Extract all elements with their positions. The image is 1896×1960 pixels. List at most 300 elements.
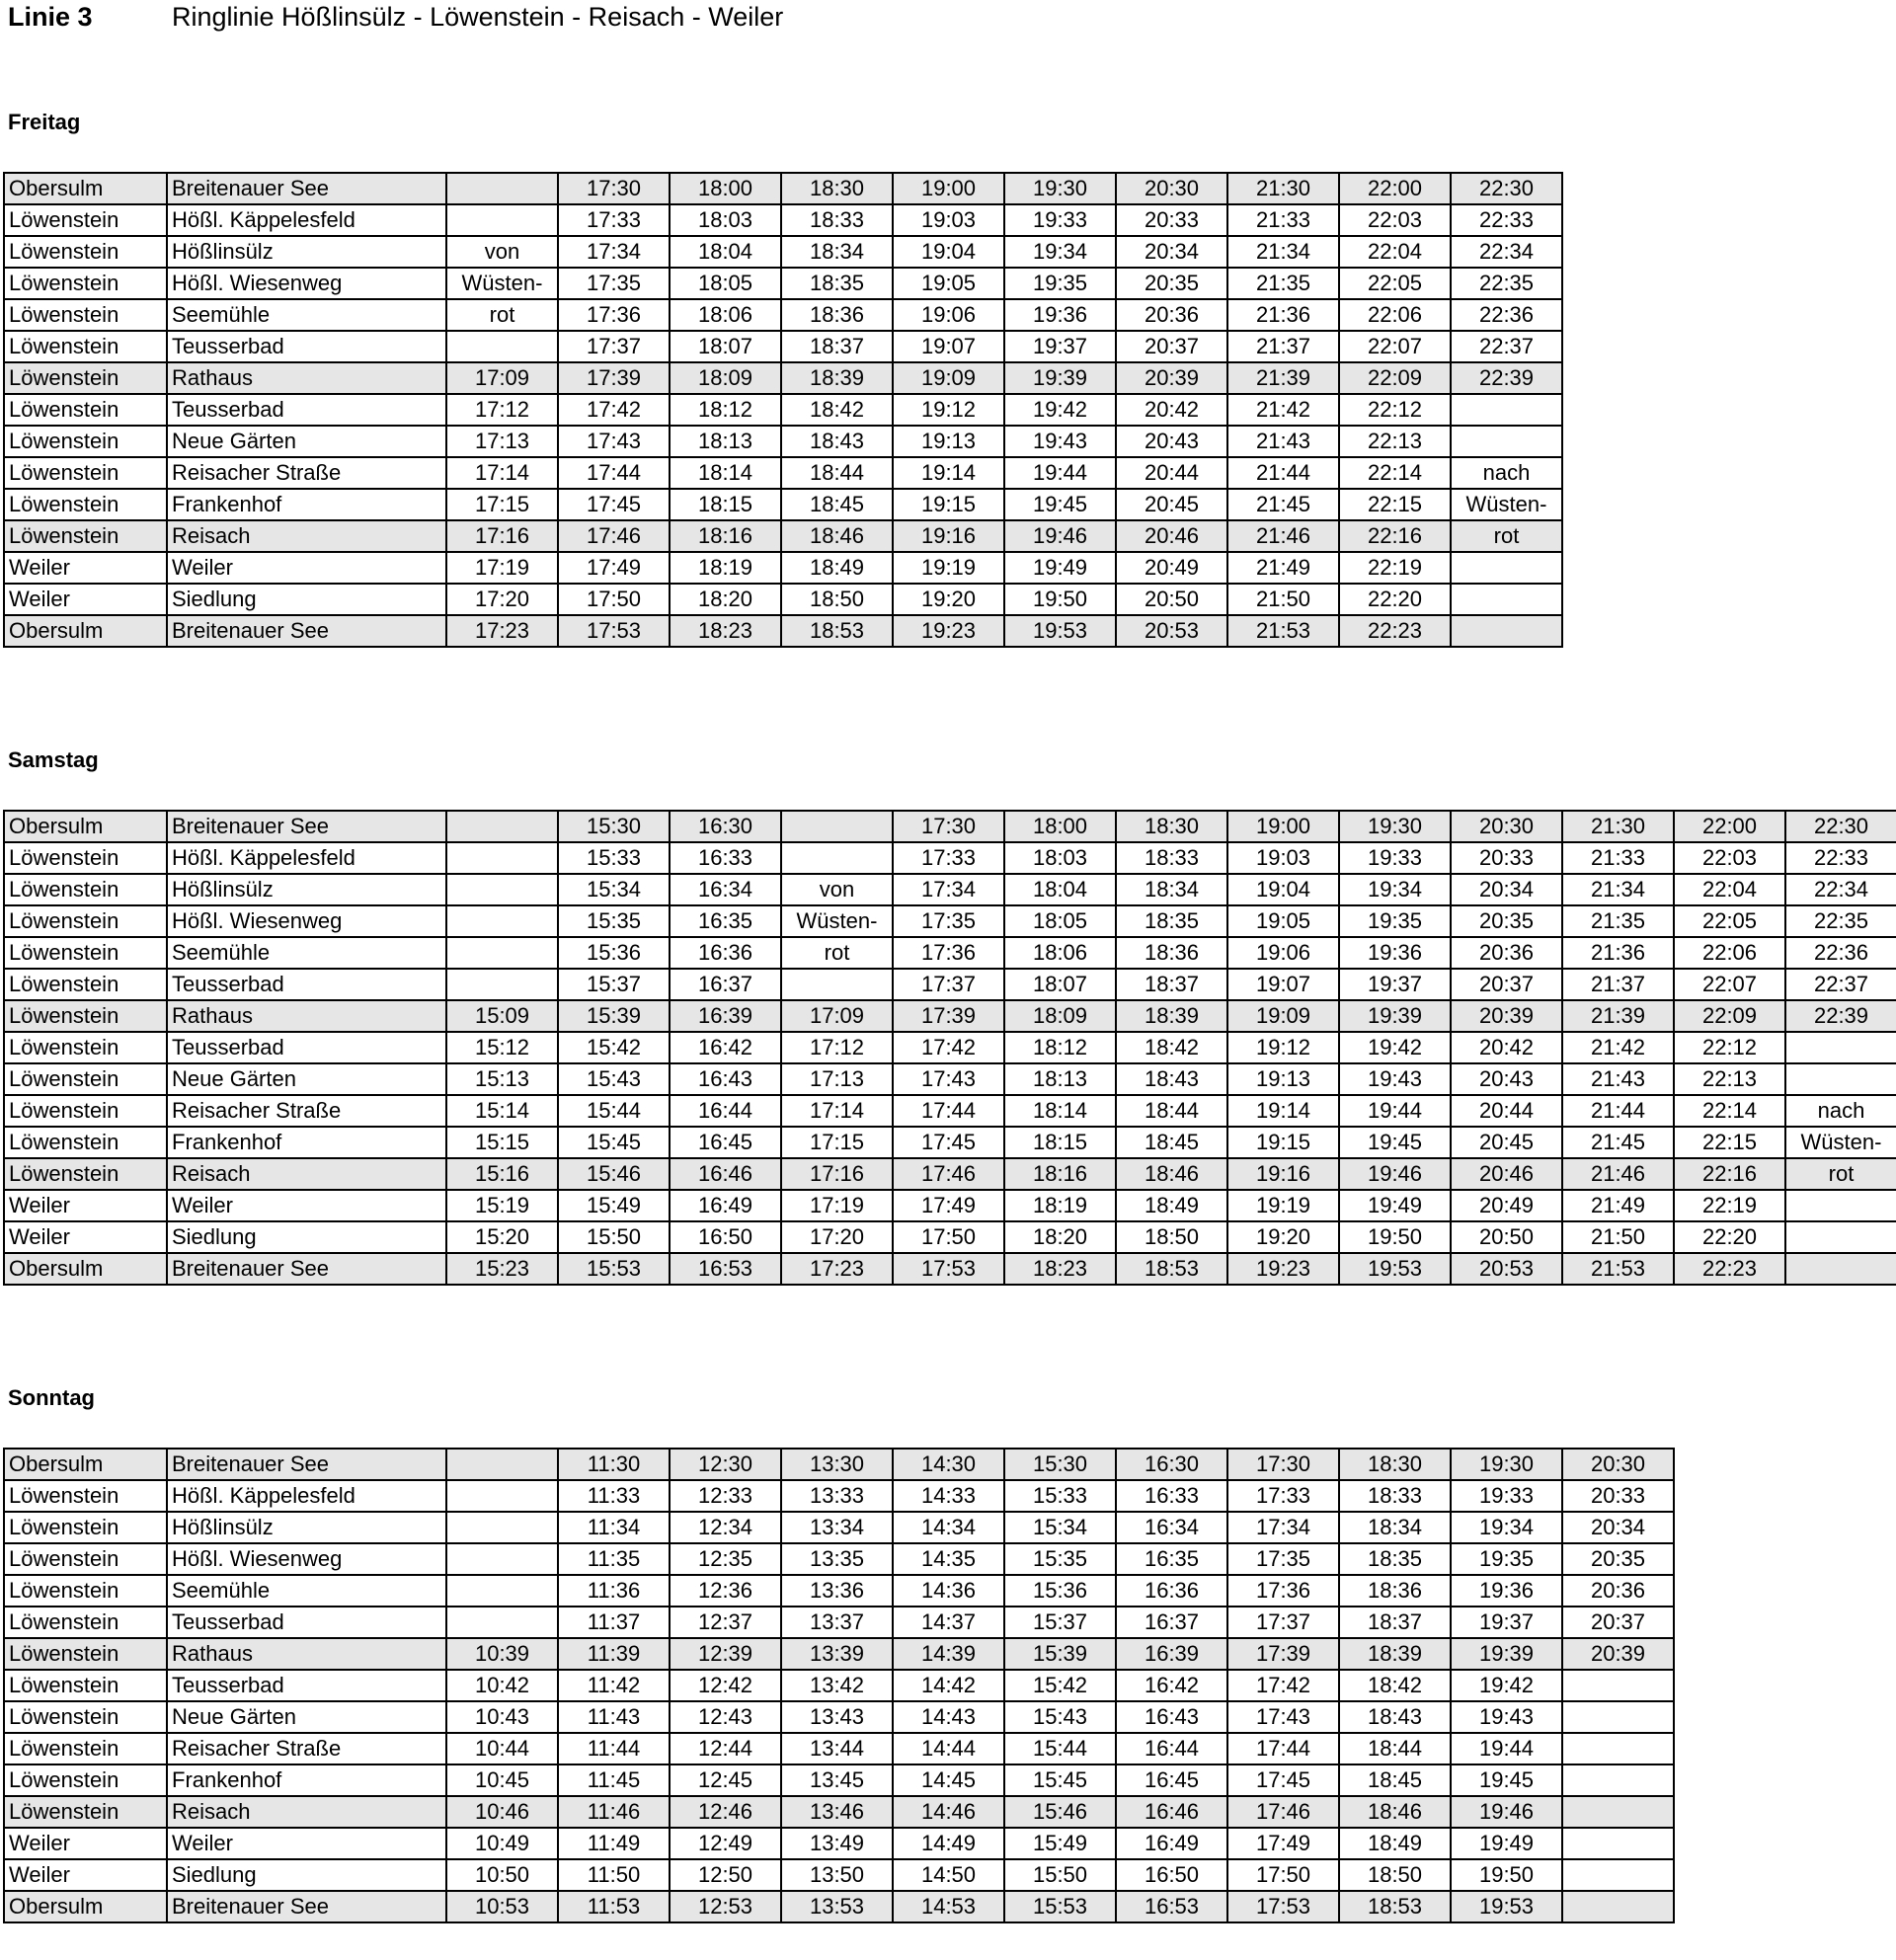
time-cell: [446, 842, 558, 874]
time-cell: 19:34: [1451, 1512, 1562, 1543]
time-cell: 22:33: [1451, 204, 1562, 236]
stop-cell: Reisach: [167, 1796, 446, 1828]
time-cell: 19:23: [1227, 1253, 1339, 1285]
time-cell: [1562, 1670, 1674, 1701]
time-cell: 19:30: [1451, 1449, 1562, 1480]
time-cell: 22:19: [1339, 552, 1451, 584]
time-cell: 14:43: [893, 1701, 1004, 1733]
time-cell: 18:45: [1339, 1764, 1451, 1796]
time-cell: 20:46: [1116, 520, 1227, 552]
time-cell: 17:53: [1227, 1891, 1339, 1922]
time-cell: 18:00: [670, 173, 781, 204]
time-cell: 12:39: [670, 1638, 781, 1670]
time-cell: 19:34: [1339, 874, 1451, 905]
time-cell: 17:13: [446, 426, 558, 457]
stop-cell: Hößlinsülz: [167, 1512, 446, 1543]
stop-cell: Seemühle: [167, 1575, 446, 1607]
time-cell: 14:44: [893, 1733, 1004, 1764]
time-cell: 21:45: [1562, 1127, 1674, 1158]
time-cell: 17:35: [893, 905, 1004, 937]
time-cell: 17:35: [1227, 1543, 1339, 1575]
time-cell: 13:44: [781, 1733, 893, 1764]
table-row: [4, 173, 1562, 204]
time-cell: 19:00: [1227, 811, 1339, 842]
time-cell: 10:46: [446, 1796, 558, 1828]
place-cell: Löwenstein: [4, 331, 167, 362]
time-cell: 17:46: [558, 520, 670, 552]
time-cell: 17:23: [781, 1253, 893, 1285]
place-cell: Weiler: [4, 584, 167, 615]
time-cell: 20:33: [1562, 1480, 1674, 1512]
time-cell: 18:15: [1004, 1127, 1116, 1158]
time-cell: 11:53: [558, 1891, 670, 1922]
table-row: [4, 457, 1562, 489]
time-cell: 22:30: [1451, 173, 1562, 204]
time-cell: [781, 811, 893, 842]
stop-cell: Teusserbad: [167, 1670, 446, 1701]
time-cell: 19:53: [1004, 615, 1116, 647]
time-cell: 19:23: [893, 615, 1004, 647]
table-row: [4, 331, 1562, 362]
time-cell: 20:36: [1451, 937, 1562, 969]
time-cell: 20:36: [1116, 299, 1227, 331]
time-cell: [446, 811, 558, 842]
time-cell: 18:05: [670, 268, 781, 299]
time-cell: 21:30: [1562, 811, 1674, 842]
time-cell: 17:33: [558, 204, 670, 236]
day-heading-samstag: Samstag: [8, 747, 99, 772]
place-cell: Löwenstein: [4, 426, 167, 457]
time-cell: 13:39: [781, 1638, 893, 1670]
time-cell: 20:33: [1116, 204, 1227, 236]
time-cell: 17:49: [1227, 1828, 1339, 1859]
time-cell: 13:34: [781, 1512, 893, 1543]
table-row: [4, 268, 1562, 299]
time-cell: 22:09: [1674, 1000, 1785, 1032]
time-cell: 20:34: [1116, 236, 1227, 268]
table-row: [4, 1764, 1674, 1796]
stop-cell: Weiler: [167, 1190, 446, 1221]
place-cell: Löwenstein: [4, 1607, 167, 1638]
time-cell: rot: [446, 299, 558, 331]
time-cell: 22:34: [1451, 236, 1562, 268]
time-cell: 19:39: [1451, 1638, 1562, 1670]
time-cell: 18:43: [1116, 1063, 1227, 1095]
time-cell: 21:43: [1227, 426, 1339, 457]
time-cell: 13:33: [781, 1480, 893, 1512]
time-cell: 22:09: [1339, 362, 1451, 394]
time-cell: 18:20: [1004, 1221, 1116, 1253]
place-cell: Löwenstein: [4, 1063, 167, 1095]
stop-cell: Frankenhof: [167, 1764, 446, 1796]
time-cell: 18:19: [1004, 1190, 1116, 1221]
time-cell: 14:45: [893, 1764, 1004, 1796]
time-cell: [781, 842, 893, 874]
timetable-samstag: [3, 810, 1896, 1286]
time-cell: 10:45: [446, 1764, 558, 1796]
time-cell: 18:42: [1116, 1032, 1227, 1063]
time-cell: [446, 331, 558, 362]
time-cell: 19:35: [1451, 1543, 1562, 1575]
time-cell: 18:33: [1339, 1480, 1451, 1512]
time-cell: 21:46: [1227, 520, 1339, 552]
time-cell: 15:53: [1004, 1891, 1116, 1922]
time-cell: 15:50: [558, 1221, 670, 1253]
time-cell: 22:06: [1339, 299, 1451, 331]
time-cell: 15:33: [558, 842, 670, 874]
stop-cell: Breitenauer See: [167, 811, 446, 842]
time-cell: 22:06: [1674, 937, 1785, 969]
time-cell: 22:14: [1339, 457, 1451, 489]
time-cell: 19:30: [1004, 173, 1116, 204]
time-cell: 19:00: [893, 173, 1004, 204]
time-cell: 14:46: [893, 1796, 1004, 1828]
place-cell: Obersulm: [4, 811, 167, 842]
time-cell: 15:36: [558, 937, 670, 969]
time-cell: 20:50: [1451, 1221, 1562, 1253]
time-cell: 15:46: [1004, 1796, 1116, 1828]
time-cell: 11:33: [558, 1480, 670, 1512]
stop-cell: Hößlinsülz: [167, 874, 446, 905]
time-cell: 19:53: [1451, 1891, 1562, 1922]
time-cell: 20:45: [1451, 1127, 1562, 1158]
time-cell: 17:42: [1227, 1670, 1339, 1701]
time-cell: 16:37: [1116, 1607, 1227, 1638]
time-cell: 14:33: [893, 1480, 1004, 1512]
time-cell: 12:35: [670, 1543, 781, 1575]
table-row: [4, 1127, 1896, 1158]
time-cell: 19:04: [1227, 874, 1339, 905]
time-cell: 19:37: [1004, 331, 1116, 362]
time-cell: 19:49: [1004, 552, 1116, 584]
time-cell: 19:42: [1451, 1670, 1562, 1701]
time-cell: 16:45: [670, 1127, 781, 1158]
time-cell: 20:37: [1562, 1607, 1674, 1638]
timetable-sonntag: [3, 1448, 1675, 1923]
time-cell: 15:45: [1004, 1764, 1116, 1796]
time-cell: 19:36: [1339, 937, 1451, 969]
time-cell: 16:44: [1116, 1733, 1227, 1764]
place-cell: Löwenstein: [4, 1638, 167, 1670]
time-cell: 19:04: [893, 236, 1004, 268]
place-cell: Löwenstein: [4, 1127, 167, 1158]
time-cell: 21:39: [1227, 362, 1339, 394]
time-cell: 15:12: [446, 1032, 558, 1063]
time-cell: 13:46: [781, 1796, 893, 1828]
stop-cell: Hößlinsülz: [167, 236, 446, 268]
time-cell: 18:44: [1116, 1095, 1227, 1127]
place-cell: Obersulm: [4, 1891, 167, 1922]
time-cell: 17:19: [446, 552, 558, 584]
time-cell: 11:34: [558, 1512, 670, 1543]
time-cell: 18:05: [1004, 905, 1116, 937]
time-cell: 19:37: [1339, 969, 1451, 1000]
time-cell: 18:13: [670, 426, 781, 457]
time-cell: 18:04: [1004, 874, 1116, 905]
stop-cell: Neue Gärten: [167, 426, 446, 457]
time-cell: 19:12: [1227, 1032, 1339, 1063]
time-cell: 20:50: [1116, 584, 1227, 615]
table-row: [4, 1796, 1674, 1828]
time-cell: 16:42: [1116, 1670, 1227, 1701]
time-cell: 21:46: [1562, 1158, 1674, 1190]
time-cell: 16:53: [670, 1253, 781, 1285]
time-cell: 17:42: [558, 394, 670, 426]
time-cell: 17:30: [893, 811, 1004, 842]
time-cell: [1562, 1859, 1674, 1891]
time-cell: 19:43: [1004, 426, 1116, 457]
time-cell: 18:14: [1004, 1095, 1116, 1127]
time-cell: 15:44: [558, 1095, 670, 1127]
time-cell: 18:36: [1339, 1575, 1451, 1607]
time-cell: 10:49: [446, 1828, 558, 1859]
time-cell: 19:09: [1227, 1000, 1339, 1032]
time-cell: 16:53: [1116, 1891, 1227, 1922]
time-cell: 19:43: [1451, 1701, 1562, 1733]
place-cell: Löwenstein: [4, 394, 167, 426]
time-cell: 18:12: [670, 394, 781, 426]
time-cell: Wüsten-: [781, 905, 893, 937]
time-cell: 18:53: [1116, 1253, 1227, 1285]
time-cell: 21:36: [1227, 299, 1339, 331]
time-cell: 18:46: [1339, 1796, 1451, 1828]
stop-cell: Siedlung: [167, 1221, 446, 1253]
stop-cell: Hößl. Wiesenweg: [167, 905, 446, 937]
time-cell: 15:19: [446, 1190, 558, 1221]
table-row: [4, 204, 1562, 236]
time-cell: 15:43: [558, 1063, 670, 1095]
time-cell: 18:39: [1116, 1000, 1227, 1032]
time-cell: 11:50: [558, 1859, 670, 1891]
time-cell: 22:15: [1674, 1127, 1785, 1158]
time-cell: 18:20: [670, 584, 781, 615]
stop-cell: Breitenauer See: [167, 1891, 446, 1922]
time-cell: 22:04: [1674, 874, 1785, 905]
time-cell: 17:39: [558, 362, 670, 394]
table-row: [4, 811, 1896, 842]
time-cell: 18:30: [1116, 811, 1227, 842]
time-cell: 15:34: [558, 874, 670, 905]
table-row: [4, 520, 1562, 552]
time-cell: 20:45: [1116, 489, 1227, 520]
time-cell: [1562, 1733, 1674, 1764]
time-cell: 17:37: [1227, 1607, 1339, 1638]
time-cell: [446, 1607, 558, 1638]
time-cell: 17:50: [893, 1221, 1004, 1253]
time-cell: 18:07: [1004, 969, 1116, 1000]
time-cell: 18:35: [1116, 905, 1227, 937]
table-row: [4, 1670, 1674, 1701]
time-cell: 15:49: [1004, 1828, 1116, 1859]
time-cell: 22:39: [1785, 1000, 1896, 1032]
time-cell: 16:36: [670, 937, 781, 969]
stop-cell: Hößl. Käppelesfeld: [167, 842, 446, 874]
time-cell: 15:30: [558, 811, 670, 842]
time-cell: 20:42: [1116, 394, 1227, 426]
time-cell: 17:34: [1227, 1512, 1339, 1543]
place-cell: Weiler: [4, 1221, 167, 1253]
place-cell: Löwenstein: [4, 969, 167, 1000]
time-cell: 19:30: [1339, 811, 1451, 842]
time-cell: 18:42: [781, 394, 893, 426]
time-cell: 18:13: [1004, 1063, 1116, 1095]
time-cell: 20:53: [1116, 615, 1227, 647]
time-cell: 12:33: [670, 1480, 781, 1512]
time-cell: 13:30: [781, 1449, 893, 1480]
time-cell: 18:35: [1339, 1543, 1451, 1575]
stop-cell: Hößl. Wiesenweg: [167, 1543, 446, 1575]
time-cell: 20:37: [1451, 969, 1562, 1000]
table-row: [4, 1000, 1896, 1032]
time-cell: 21:42: [1227, 394, 1339, 426]
time-cell: 11:46: [558, 1796, 670, 1828]
time-cell: 16:35: [1116, 1543, 1227, 1575]
time-cell: 15:36: [1004, 1575, 1116, 1607]
time-cell: [446, 905, 558, 937]
time-cell: 16:33: [670, 842, 781, 874]
time-cell: [446, 1543, 558, 1575]
time-cell: 15:53: [558, 1253, 670, 1285]
table-row: [4, 1859, 1674, 1891]
time-cell: 14:39: [893, 1638, 1004, 1670]
time-cell: 17:44: [893, 1095, 1004, 1127]
time-cell: 17:49: [893, 1190, 1004, 1221]
table-row: [4, 1701, 1674, 1733]
stop-cell: Teusserbad: [167, 969, 446, 1000]
time-cell: 15:45: [558, 1127, 670, 1158]
time-cell: 17:19: [781, 1190, 893, 1221]
stop-cell: Reisach: [167, 1158, 446, 1190]
time-cell: 14:50: [893, 1859, 1004, 1891]
time-cell: 21:35: [1562, 905, 1674, 937]
time-cell: [446, 1449, 558, 1480]
time-cell: 18:34: [781, 236, 893, 268]
time-cell: [1785, 1253, 1896, 1285]
time-cell: 14:34: [893, 1512, 1004, 1543]
time-cell: 19:36: [1004, 299, 1116, 331]
time-cell: 16:49: [670, 1190, 781, 1221]
time-cell: 17:37: [558, 331, 670, 362]
place-cell: Löwenstein: [4, 1764, 167, 1796]
time-cell: 17:45: [893, 1127, 1004, 1158]
time-cell: 20:33: [1451, 842, 1562, 874]
table-row: [4, 584, 1562, 615]
time-cell: 11:35: [558, 1543, 670, 1575]
time-cell: 19:46: [1004, 520, 1116, 552]
time-cell: 21:43: [1562, 1063, 1674, 1095]
table-row: [4, 1032, 1896, 1063]
time-cell: 14:37: [893, 1607, 1004, 1638]
time-cell: 19:16: [1227, 1158, 1339, 1190]
stop-cell: Frankenhof: [167, 489, 446, 520]
time-cell: 17:16: [781, 1158, 893, 1190]
time-cell: 17:44: [1227, 1733, 1339, 1764]
time-cell: 17:15: [446, 489, 558, 520]
time-cell: 16:35: [670, 905, 781, 937]
time-cell: 22:39: [1451, 362, 1562, 394]
time-cell: 18:16: [670, 520, 781, 552]
route-title: Ringlinie Hößlinsülz - Löwenstein - Reisach - Weiler: [172, 2, 784, 32]
time-cell: 19:07: [1227, 969, 1339, 1000]
time-cell: [1785, 1190, 1896, 1221]
table-row: [4, 1638, 1674, 1670]
time-cell: 19:03: [893, 204, 1004, 236]
time-cell: 19:43: [1339, 1063, 1451, 1095]
time-cell: von: [781, 874, 893, 905]
time-cell: 20:35: [1451, 905, 1562, 937]
time-cell: 20:37: [1116, 331, 1227, 362]
table-row: [4, 489, 1562, 520]
place-cell: Löwenstein: [4, 1733, 167, 1764]
place-cell: Löwenstein: [4, 268, 167, 299]
time-cell: 22:35: [1451, 268, 1562, 299]
table-row: [4, 299, 1562, 331]
time-cell: 15:49: [558, 1190, 670, 1221]
time-cell: 20:43: [1116, 426, 1227, 457]
time-cell: 18:42: [1339, 1670, 1451, 1701]
time-cell: rot: [1785, 1158, 1896, 1190]
place-cell: Obersulm: [4, 615, 167, 647]
time-cell: 11:42: [558, 1670, 670, 1701]
time-cell: 20:36: [1562, 1575, 1674, 1607]
time-cell: 18:39: [781, 362, 893, 394]
time-cell: 10:53: [446, 1891, 558, 1922]
time-cell: 13:36: [781, 1575, 893, 1607]
stop-cell: Teusserbad: [167, 331, 446, 362]
time-cell: 19:03: [1227, 842, 1339, 874]
time-cell: [1562, 1796, 1674, 1828]
stop-cell: Weiler: [167, 1828, 446, 1859]
time-cell: 22:14: [1674, 1095, 1785, 1127]
time-cell: 19:37: [1451, 1607, 1562, 1638]
time-cell: 17:14: [781, 1095, 893, 1127]
time-cell: 19:42: [1004, 394, 1116, 426]
time-cell: 22:33: [1785, 842, 1896, 874]
time-cell: 22:23: [1674, 1253, 1785, 1285]
time-cell: 11:39: [558, 1638, 670, 1670]
stop-cell: Breitenauer See: [167, 615, 446, 647]
time-cell: 20:49: [1116, 552, 1227, 584]
time-cell: 12:42: [670, 1670, 781, 1701]
time-cell: 18:35: [781, 268, 893, 299]
time-cell: 19:06: [893, 299, 1004, 331]
time-cell: 19:34: [1004, 236, 1116, 268]
time-cell: 17:43: [893, 1063, 1004, 1095]
stop-cell: Hößl. Wiesenweg: [167, 268, 446, 299]
time-cell: 16:34: [670, 874, 781, 905]
time-cell: 19:16: [893, 520, 1004, 552]
time-cell: Wüsten-: [446, 268, 558, 299]
time-cell: 18:49: [1116, 1190, 1227, 1221]
place-cell: Löwenstein: [4, 489, 167, 520]
time-cell: 19:14: [1227, 1095, 1339, 1127]
time-cell: 18:44: [781, 457, 893, 489]
place-cell: Löwenstein: [4, 457, 167, 489]
time-cell: [446, 173, 558, 204]
time-cell: 21:39: [1562, 1000, 1674, 1032]
time-cell: 22:20: [1339, 584, 1451, 615]
place-cell: Löwenstein: [4, 1701, 167, 1733]
place-cell: Löwenstein: [4, 1670, 167, 1701]
time-cell: 21:34: [1562, 874, 1674, 905]
time-cell: 14:35: [893, 1543, 1004, 1575]
time-cell: 12:43: [670, 1701, 781, 1733]
time-cell: 22:37: [1785, 969, 1896, 1000]
time-cell: 17:37: [893, 969, 1004, 1000]
time-cell: 22:34: [1785, 874, 1896, 905]
time-cell: 19:20: [1227, 1221, 1339, 1253]
time-cell: 17:23: [446, 615, 558, 647]
